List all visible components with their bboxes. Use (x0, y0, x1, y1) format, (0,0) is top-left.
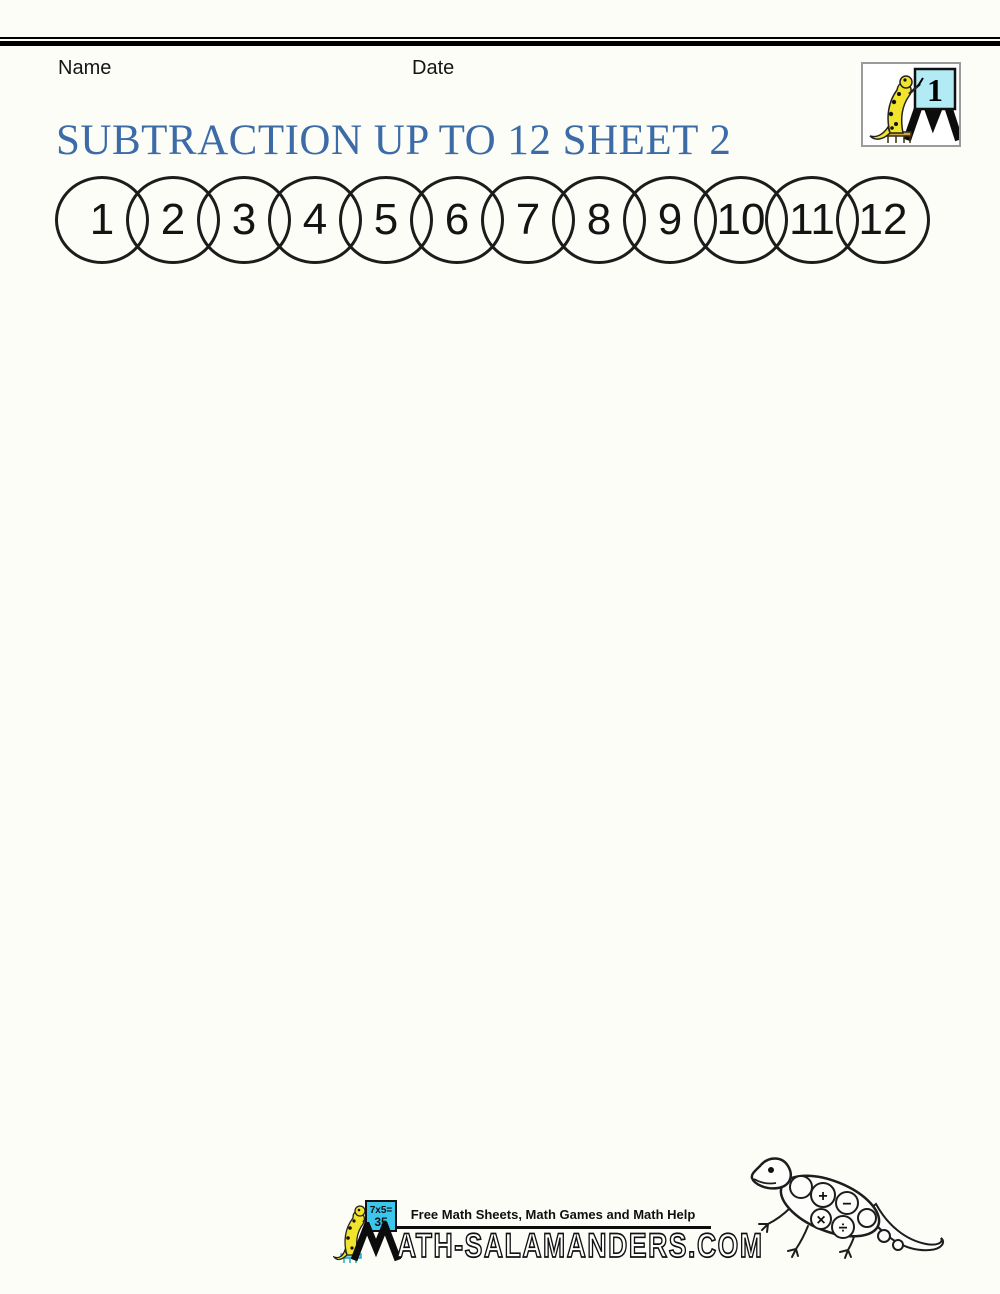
number-circle-label: 4 (302, 195, 328, 244)
number-circle-label: 6 (444, 195, 470, 244)
number-circle-label: 9 (657, 195, 683, 244)
logo-salamander-icon (863, 64, 959, 145)
math-salamander-illustration (738, 1146, 953, 1266)
name-label: Name (58, 57, 112, 79)
footer-site-name: ATH-SALAMANDERS.COM (397, 1227, 764, 1265)
site-logo-badge (861, 62, 961, 147)
footer-m-letter (351, 1222, 401, 1262)
number-circle-label: 2 (160, 195, 186, 244)
number-circle-label: 1 (89, 195, 115, 244)
footer-board-line1: 7x5= (369, 1205, 393, 1216)
number-circle-label: 3 (231, 195, 257, 244)
salamander-minus-symbol: − (842, 1196, 852, 1213)
salamander-divide-symbol: ÷ (838, 1220, 848, 1237)
footer-board-line2: 35 (374, 1215, 388, 1229)
number-circle-row (55, 176, 930, 264)
number-circle-label: 5 (373, 195, 399, 244)
number-circle-label: 11 (789, 195, 835, 244)
top-border-rule (0, 37, 1000, 46)
number-circle-label: 12 (858, 195, 908, 244)
logo-board-number: 1 (927, 72, 943, 108)
footer-tagline: Free Math Sheets, Math Games and Math Help (410, 1207, 696, 1222)
salamander-times-symbol: × (816, 1212, 826, 1229)
number-circle-label: 10 (716, 195, 766, 244)
date-label: Date (412, 57, 455, 79)
number-circle (836, 176, 930, 264)
page-title: SUBTRACTION UP TO 12 SHEET 2 (56, 117, 732, 164)
number-circle-label: 8 (586, 195, 612, 244)
salamander-plus-symbol: + (818, 1188, 828, 1205)
number-circle-label: 7 (515, 195, 541, 244)
footer-brand (333, 1200, 764, 1270)
